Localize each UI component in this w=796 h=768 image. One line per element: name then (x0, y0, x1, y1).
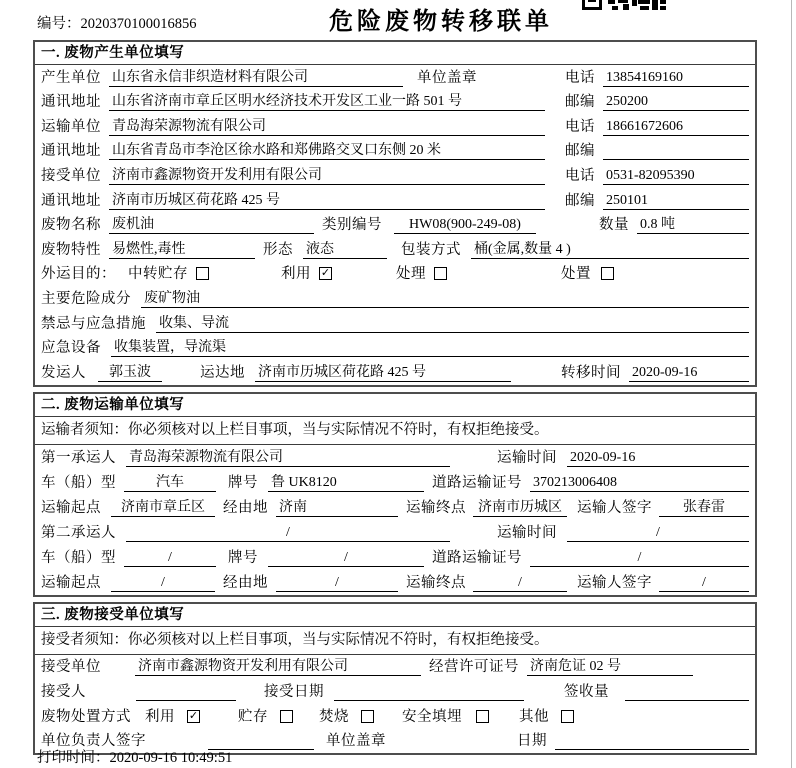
vehicle-type1-label: 车（船）型 (41, 474, 116, 491)
transport-time1-label: 运输时间 (497, 449, 557, 466)
route-via2-value: / (276, 574, 398, 592)
recipient-label: 接受人 (41, 684, 86, 701)
accept-unit-value: 济南市鑫源物资开发利用有限公司 (135, 658, 421, 676)
emergency-measures-label: 禁忌与应急措施 (41, 315, 146, 332)
disposal-option-landfill-checkbox (476, 710, 489, 723)
transport-time2-label: 运输时间 (497, 524, 557, 541)
route-origin1-label: 运输起点 (41, 499, 101, 516)
route-via1-label: 经由地 (223, 499, 268, 516)
plate1-label: 牌号 (228, 474, 258, 491)
receiver-notice: 接受者须知：你必须核对以上栏目事项，当与实际情况不符时，有权拒绝接受。 (35, 627, 755, 655)
route-end2-value: / (473, 574, 567, 592)
route-via1-value: 济南 (276, 499, 398, 517)
quantity-value: 0.8 吨 (637, 216, 749, 234)
transport-address-value: 山东省青岛市李沧区徐水路和郑佛路交叉口东侧 20 米 (109, 142, 545, 160)
form-state-label: 形态 (263, 241, 293, 258)
waste-traits-label: 废物特性 (41, 241, 101, 258)
route-origin2-value: / (111, 574, 215, 592)
section-producer-header: 一. 废物产生单位填写 (35, 42, 755, 65)
route-origin1-value: 济南市章丘区 (111, 499, 215, 517)
transport-zip-label: 邮编 (565, 143, 595, 160)
purpose-option-treat-label: 处理 (396, 266, 426, 283)
route-end1-value: 济南市历城区 (473, 499, 567, 517)
disposal-option-other-label: 其他 (519, 708, 549, 725)
waste-name-value: 废机油 (109, 216, 314, 234)
row-waste-traits (35, 237, 755, 262)
permit-label: 经营许可证号 (429, 659, 519, 676)
transport-unit-value: 青岛海荣源物流有限公司 (109, 118, 545, 136)
unit-seal-label: 单位盖章 (417, 69, 477, 86)
disposal-option-burn-label: 焚烧 (319, 708, 349, 725)
row-hazard-component (35, 286, 755, 311)
route-via2-label: 经由地 (223, 574, 268, 591)
row-producer-address (35, 90, 755, 115)
emergency-measures-value: 收集、导流 (156, 315, 749, 333)
category-code-value: HW08(900-249-08) (394, 216, 536, 234)
row-producer-unit (35, 65, 755, 90)
row-waste-name (35, 213, 755, 238)
section-receiver-header: 三. 废物接受单位填写 (35, 604, 755, 627)
manifest-document (33, 0, 757, 760)
transport-phone-value: 18661672606 (603, 118, 749, 136)
receiver-zip-value: 250101 (603, 192, 749, 210)
shipper-value: 郭玉波 (98, 364, 162, 382)
transfer-time-label: 转移时间 (561, 364, 621, 381)
section-receiver (33, 602, 757, 756)
accept-date-value (334, 683, 524, 701)
road-license2-value: / (530, 549, 749, 567)
row-vehicle1 (35, 470, 755, 495)
road-license1-value: 370213006408 (530, 474, 749, 492)
vehicle-type2-value: / (124, 549, 216, 567)
shipper-label: 发运人 (41, 364, 86, 381)
route-end2-label: 运输终点 (406, 574, 466, 591)
print-time-value: 2020-09-16 10:49:51 (109, 750, 233, 766)
carrier-sign1-value: 张春雷 (659, 499, 749, 517)
producer-zip-label: 邮编 (565, 94, 595, 111)
purpose-option-use-checkbox: ✓ (320, 267, 331, 280)
producer-phone-value: 13854169160 (603, 69, 749, 87)
receiver-zip-label: 邮编 (565, 192, 595, 209)
row-receiver-address (35, 188, 755, 213)
waste-name-label: 废物名称 (41, 217, 101, 234)
row-recipient (35, 679, 755, 704)
disposal-option-use-checkbox: ✓ (188, 709, 199, 722)
receiver-unit-value: 济南市鑫源物资开发利用有限公司 (109, 167, 545, 185)
emergency-equipment-value: 收集装置，导流渠 (111, 339, 749, 357)
vehicle-type2-label: 车（船）型 (41, 549, 116, 566)
form-title: 危险废物转移联单 (329, 9, 553, 35)
row-receiver-unit (35, 163, 755, 188)
disposal-option-use-label: 利用 (145, 708, 175, 725)
packaging-value: 桶(金属,数量 4 ) (471, 241, 749, 259)
row-disposal-method (35, 704, 755, 729)
carrier-sign1-label: 运输人签字 (577, 499, 652, 516)
destination-label: 运达地 (200, 364, 245, 381)
row-transport-address (35, 139, 755, 164)
section-producer (33, 40, 757, 387)
print-time-label: 打印时间： (37, 750, 110, 766)
vehicle-type1-value: 汽车 (124, 474, 216, 492)
waste-traits-value: 易燃性,毒性 (109, 241, 255, 259)
hazard-component-value: 废矿物油 (141, 290, 749, 308)
row-shipper (35, 360, 755, 385)
transfer-purpose-label: 外运目的： (41, 266, 116, 283)
destination-value: 济南市历城区荷花路 425 号 (255, 364, 511, 382)
disposal-option-store-label: 贮存 (238, 708, 268, 725)
row-vehicle2 (35, 545, 755, 570)
document-header (33, 0, 757, 40)
producer-address-value: 山东省济南市章丘区明水经济技术开发区工业一路 501 号 (109, 93, 545, 111)
disposal-option-store-checkbox (280, 710, 293, 723)
permit-value: 济南危证 02 号 (527, 658, 693, 676)
category-code-label: 类别编号 (322, 217, 382, 234)
disposal-option-other-checkbox (561, 710, 574, 723)
accept-date-label: 接受日期 (264, 684, 324, 701)
road-license1-label: 道路运输证号 (432, 474, 522, 491)
route-origin2-label: 运输起点 (41, 574, 101, 591)
section-transport (33, 392, 757, 597)
quantity-label: 数量 (599, 217, 629, 234)
form-state-value: 液态 (303, 241, 387, 259)
first-carrier-label: 第一承运人 (41, 449, 116, 466)
recipient-value (136, 683, 236, 701)
section-transport-header: 二. 废物运输单位填写 (35, 394, 755, 417)
transport-address-label: 通讯地址 (41, 143, 101, 160)
signed-amount-value (625, 683, 749, 701)
purpose-option-dispose-label: 处置 (561, 266, 591, 283)
receiver-seal-label: 单位盖章 (326, 733, 386, 750)
serial-value: 2020370100016856 (80, 16, 197, 32)
seal-date-label: 日期 (517, 733, 547, 750)
first-carrier-value: 青岛海荣源物流有限公司 (126, 449, 450, 467)
row-accept-unit (35, 655, 755, 680)
receiver-address-value: 济南市历城区荷花路 425 号 (109, 192, 545, 210)
transport-time2-value: / (567, 524, 749, 542)
transport-unit-label: 运输单位 (41, 118, 101, 135)
second-carrier-value: / (126, 524, 450, 542)
receiver-phone-label: 电话 (565, 167, 595, 184)
transfer-time-value: 2020-09-16 (629, 364, 749, 382)
purpose-option-storage-label: 中转贮存 (128, 266, 188, 283)
row-emergency-equipment (35, 336, 755, 361)
producer-unit-label: 产生单位 (41, 69, 101, 86)
transport-time1-value: 2020-09-16 (567, 449, 749, 467)
receiver-phone-value: 0531-82095390 (603, 167, 749, 185)
transport-zip-value (603, 142, 749, 160)
disposal-option-landfill-label: 安全填埋 (402, 708, 462, 725)
receiver-address-label: 通讯地址 (41, 192, 101, 209)
purpose-option-use-label: 利用 (281, 266, 311, 283)
second-carrier-label: 第二承运人 (41, 524, 116, 541)
row-transport-unit (35, 114, 755, 139)
plate2-label: 牌号 (228, 549, 258, 566)
plate2-value: / (268, 549, 424, 567)
row-route2 (35, 570, 755, 595)
row-transfer-purpose (35, 262, 755, 287)
purpose-option-storage-checkbox (196, 267, 209, 280)
row-first-carrier (35, 445, 755, 470)
row-second-carrier (35, 520, 755, 545)
disposal-method-label: 废物处置方式 (41, 708, 131, 725)
route-end1-label: 运输终点 (406, 499, 466, 516)
print-time (37, 746, 232, 767)
purpose-option-treat-checkbox (434, 267, 447, 280)
carrier-sign2-label: 运输人签字 (577, 574, 652, 591)
transporter-notice: 运输者须知：你必须核对以上栏目事项，当与实际情况不符时，有权拒绝接受。 (35, 417, 755, 445)
seal-date-value (555, 732, 749, 750)
producer-phone-label: 电话 (565, 69, 595, 86)
row-emergency-measures (35, 311, 755, 336)
producer-zip-value: 250200 (603, 93, 749, 111)
purpose-option-dispose-checkbox (601, 267, 614, 280)
serial-label: 编号： (37, 16, 81, 32)
packaging-label: 包装方式 (401, 241, 461, 258)
hazard-component-label: 主要危险成分 (41, 290, 131, 307)
page-edge-line (791, 0, 792, 768)
accept-unit-label: 接受单位 (41, 659, 101, 676)
producer-unit-value: 山东省永信非织造材料有限公司 (109, 69, 403, 87)
producer-address-label: 通讯地址 (41, 94, 101, 111)
signed-amount-label: 签收量 (564, 684, 609, 701)
principal-signature-label: 单位负责人签字 (41, 733, 146, 750)
carrier-sign2-value: / (659, 574, 749, 592)
row-route1 (35, 495, 755, 520)
road-license2-label: 道路运输证号 (432, 549, 522, 566)
plate1-value: 鲁 UK8120 (268, 474, 424, 492)
disposal-option-burn-checkbox (361, 710, 374, 723)
receiver-unit-label: 接受单位 (41, 167, 101, 184)
transport-phone-label: 电话 (565, 118, 595, 135)
emergency-equipment-label: 应急设备 (41, 340, 101, 357)
